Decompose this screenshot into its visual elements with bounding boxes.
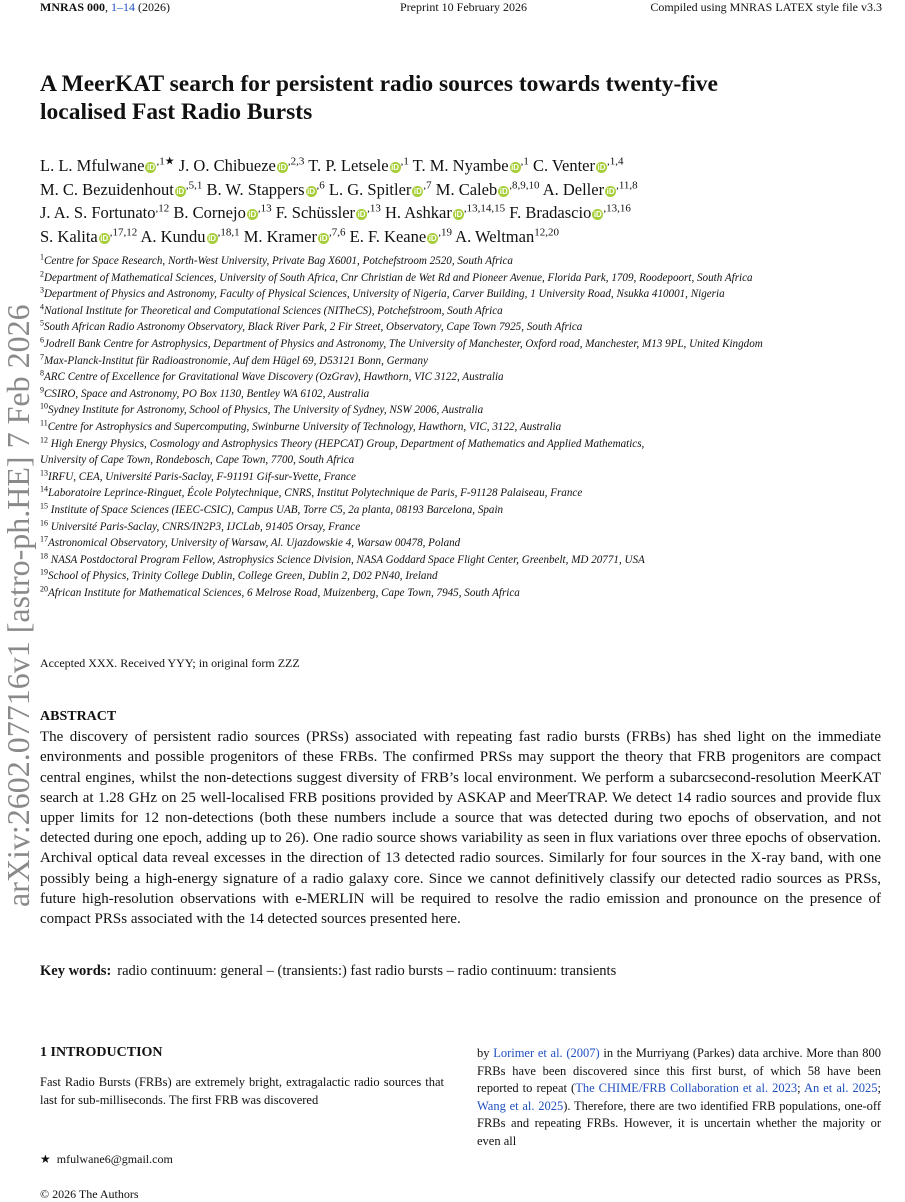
affiliation-text: High Energy Physics, Cosmology and Astrophysics Theory (HEPCAT) Group, Department of Mathematics and Applied Mathematics, [48,437,645,450]
affiliation-text: National Institute for Theoretical and Computational Sciences (NITheCS), Potchefstroom, South Africa [44,304,503,317]
orcid-icon[interactable]: iD [499,186,508,196]
received-dates: Accepted XXX. Received YYY; in original form ZZZ [40,656,300,670]
author-name: T. P. Letsele [308,156,389,175]
affiliation [40,436,905,453]
author-affiliation-marks: ,8,9,10 [509,179,540,191]
affiliation [40,369,905,386]
author-name: A. Deller [542,179,605,199]
author-name: T. M. Nyambe [412,156,509,175]
affiliation [40,419,905,436]
affiliation-text: African Institute for Mathematical Sciences, 6 Melrose Road, Muizenberg, Cape Town, 7945, South Africa [48,586,520,599]
affiliation-text: CSIRO, Space and Astronomy, PO Box 1130, Bentley WA 6102, Australia [44,387,370,400]
author-affiliation-marks: ,18,1 [217,226,240,238]
orcid-icon[interactable]: iD [593,210,602,219]
affiliation-list [40,253,905,601]
author-affiliation-marks: 12,20 [534,226,559,238]
orcid-icon[interactable]: iD [100,233,109,243]
citation-link[interactable]: The CHIME/FRB Collaboration et al. 2023 [575,1081,798,1096]
author-affiliation-marks: ,17,12 [109,226,138,238]
orcid-icon[interactable]: iD [146,163,155,172]
arxiv-stamp: arXiv:2602.07716v1 [astro-ph.HE] 7 Feb 2026 [0,304,36,907]
affiliation [40,519,905,536]
affiliation-number: 15 [40,501,48,511]
author-name: M. Caleb [435,179,498,199]
orcid-icon[interactable]: iD [176,186,185,196]
author-affiliation-marks: ,13,16 [603,202,631,215]
affiliation-text: Department of Physics and Astronomy, Faculty of Physical Sciences, University of Nigeria, Carver Building, 1 University Road, Nsukka 410001, Nigeria [44,288,725,301]
affiliation-text: Department of Mathematical Sciences, University of South Africa, Cnr Christian de Wet Rd and Pioneer Avenue, Florida Park, 1709, Roodepoort, South Africa [44,271,753,284]
author-affiliation-marks: ,6 [316,179,325,191]
affiliation-text: University of Cape Town, Rondebosch, Cape Town, 7700, South Africa [40,454,355,467]
affiliation-number: 14 [40,484,48,494]
author-name: F. Bradascio [509,203,592,222]
orcid-icon[interactable]: iD [454,210,463,219]
author-name: C. Venter [532,156,595,175]
citation-link[interactable]: Wang et al. 2025 [477,1098,564,1113]
affiliation-number: 11 [40,418,48,428]
citation-link[interactable]: An et al. 2025 [803,1081,878,1096]
affiliation-text: Centre for Space Research, North-West University, Private Bag X6001, Potchefstroom 2520, South Africa [44,255,513,267]
affiliation-number: 18 [40,551,48,560]
affiliation-number: 3 [40,285,44,295]
orcid-icon[interactable]: iD [248,210,257,219]
orcid-icon[interactable]: iD [278,163,287,172]
affiliation-number: 6 [40,335,44,345]
author-name: M. C. Bezuidenhout [40,179,174,199]
author-affiliation-marks: ,2,3 [287,155,305,168]
author-affiliation-marks: ,5,1 [185,179,203,191]
orcid-icon[interactable]: iD [357,210,366,219]
orcid-icon[interactable]: iD [413,186,422,196]
keywords-label: Key words: [40,963,112,979]
affiliation-number: 2 [40,268,44,278]
affiliation [40,286,905,303]
intro-column-right: by Lorimer et al. (2007) in the Murriyang (Parkes) data archive. More than 800 FRBs have been discovered since this first burst, of which 58 have been reported to repeat (The CHIME/FRB Collaboration et al. 2023; An et al. 2025; Wang et al. 2025). Therefore, there are two identified FRB populations, one-off FRBs and repeating FRBs. However, it is uncertain whether the majority or even all [477,1046,881,1148]
author-line [40,178,900,202]
author-affiliation-marks: ,13 [367,202,381,215]
footnote: ★ mfulwane6@gmail.com [40,1152,173,1166]
orcid-icon[interactable]: iD [606,186,615,196]
citation-link[interactable]: Lorimer et al. (2007) [493,1046,600,1060]
abstract-heading: ABSTRACT [40,709,117,724]
orcid-icon[interactable]: iD [391,163,400,172]
author-name: B. Cornejo [173,203,246,222]
author-name: M. Kramer [243,226,317,246]
preprint-date: Preprint 10 February 2026 [400,0,527,14]
affiliation-number: 9 [40,385,44,395]
keywords-text: radio continuum: general – (transients:) fast radio bursts – radio continuum: transients [117,963,617,979]
affiliation [40,502,905,519]
affiliation-text: Institute of Space Sciences (IEEC-CSIC), Campus UAB, Torre C5, 2a planta, 08193 Barcelona, Spain [48,503,504,516]
affiliation-number: 12 [40,434,48,444]
author-name: B. W. Stappers [206,179,305,199]
affiliation-number: 8 [40,368,44,378]
footnote-email[interactable]: mfulwane6@gmail.com [56,1152,173,1166]
affiliation-text: Sydney Institute for Astronomy, School of Physics, The University of Sydney, NSW 2006, Australia [48,404,484,417]
affiliation [40,336,905,353]
author-affiliation-marks: ,19 [438,226,452,238]
author-name: J. O. Chibueze [178,156,276,175]
pages-link[interactable]: 1–14 [111,0,135,14]
author-affiliation-marks: ,13 [257,202,272,215]
affiliation [40,353,905,370]
orcid-icon[interactable]: iD [307,186,316,196]
orcid-icon[interactable]: iD [208,233,217,243]
affiliation-text: Jodrell Bank Centre for Astrophysics, Department of Physics and Astronomy, The University of Manchester, Oxford road, Manchester, M13 9PL, United Kingdom [44,337,763,350]
affiliation-number: 4 [40,302,44,312]
affiliation [40,319,905,336]
affiliation-number: 10 [40,401,48,411]
author-line [40,154,900,178]
author-affiliation-marks: ,1 [520,155,529,168]
affiliation-text: IRFU, CEA, Université Paris-Saclay, F-91191 Gif-sur-Yvette, France [48,470,356,483]
author-line [40,201,900,225]
author-name: J. A. S. Fortunato [40,203,156,222]
abstract [40,707,881,929]
section-heading-introduction: 1 INTRODUCTION [40,1045,163,1060]
author-affiliation-marks: ,11,8 [616,179,638,191]
affiliation-number: 5 [40,318,44,328]
author-name: A. Kundu [140,226,206,246]
author-affiliation-marks: ,7,6 [329,226,346,238]
paper-title: A MeerKAT search for persistent radio sources towards twenty-five localised Fast Radio Bursts [40,71,718,125]
affiliation [40,270,905,287]
affiliation-number: 17 [40,534,48,544]
affiliation [40,386,905,403]
author-name: E. F. Keane [349,226,427,246]
author-affiliation-marks: ,7 [423,179,432,191]
affiliation [40,568,905,585]
affiliation [40,303,905,320]
affiliation [40,402,905,419]
author-affiliation-marks: ,1★ [156,155,175,168]
affiliation [40,535,905,552]
affiliation-number: 1 [40,252,44,262]
keywords [40,963,881,980]
affiliation-text: South African Radio Astronomy Observatory, Black River Park, 2 Fir Street, Observatory, Cape Town 7925, South Africa [44,321,583,334]
affiliation-number: 20 [40,584,48,594]
author-name: F. Schüssler [275,203,356,222]
affiliation-text: Astronomical Observatory, University of Warsaw, Al. Ujazdowskie 4, Warsaw 00478, Poland [48,537,461,550]
author-name: S. Kalita [40,226,98,246]
affiliation [40,552,905,569]
author-name: L. L. Mfulwane [40,156,145,175]
journal-citation: MNRAS 000, 1–14 (2026) [40,0,170,14]
affiliation-text: Centre for Astrophysics and Supercomputing, Swinburne University of Technology, Hawthorn, VIC, 3122, Australia [47,420,562,433]
copyright: © 2026 The Authors [40,1187,139,1201]
author-affiliation-marks: ,1,4 [606,155,624,168]
author-affiliation-marks: ,12 [155,202,170,215]
affiliation [40,585,905,602]
affiliation-number: 19 [40,567,48,577]
orcid-icon[interactable]: iD [428,233,437,243]
affiliation [40,452,905,469]
affiliation-text: Laboratoire Leprince-Ringuet, École Polytechnique, CNRS, Institut Polytechnique de Paris, F-91128 Palaiseau, France [48,487,583,500]
affiliation [40,485,905,502]
author-list [40,154,900,248]
affiliation-text: School of Physics, Trinity College Dublin, College Green, Dublin 2, D02 PN40, Ireland [48,570,438,583]
compiled-note: Compiled using MNRAS LATEX style file v3.3 [650,0,882,14]
affiliation [40,469,905,486]
affiliation-text: NASA Postdoctoral Program Fellow, Astrophysics Science Division, NASA Goddard Space Flight Center, Greenbelt, MD 20771, USA [48,553,645,566]
affiliation-number: 7 [40,351,44,361]
abstract-body: The discovery of persistent radio sources (PRSs) associated with repeating fast radio bursts (FRBs) has shed light on the immediate environments and possible progenitors of these FRBs. The confirmed PRSs may support the theory that FRB progenitors are compact central engines, whilst the non-detections suggest diversity of FRB’s local environment. We perform a subarcsecond-resolution MeerKAT search at 1.28 GHz on 25 well-localised FRB positions provided by ASKAP and MeerTRAP. We detect 14 radio sources and provide flux upper limits for 12 non-detections (both these numbers include a source that was detected during two epochs of observation, and not detected during one epoch, adding up to 26). One radio source shows variability as seen in flux variations over three epochs of observation. Archival optical data reveal excesses in the direction of 13 detected radio sources. Similarly for four sources in the X-ray band, with one possibly being a high-energy signature of a radio galaxy core. Since we cannot definitively classify our detected radio sources as PRSs, future high-resolution observations with e-MERLIN will be required to resolve the radio emission and pronounce on the presence of compact PRSs associated with the 14 detected sources presented here. [40,729,881,928]
orcid-icon[interactable]: iD [597,163,606,172]
orcid-icon[interactable]: iD [319,233,328,243]
author-affiliation-marks: ,1 [400,155,409,168]
author-affiliation-marks: ,13,14,15 [463,202,506,215]
intro-column-left: Fast Radio Bursts (FRBs) are extremely bright, extragalactic radio sources that last for sub-milliseconds. The first FRB was discovered [40,1075,444,1107]
author-line [40,225,900,249]
affiliation-number: 13 [40,468,48,478]
author-name: L. G. Spitler [328,179,412,199]
affiliation-number: 16 [40,517,48,527]
author-name: H. Ashkar [384,203,452,222]
running-header [40,0,882,16]
author-name: A. Weltman [455,226,535,246]
affiliation-text: Max-Planck-Institut für Radioastronomie, Auf dem Hügel 69, D53121 Bonn, Germany [44,354,428,367]
affiliation [40,253,905,270]
affiliation-text: ARC Centre of Excellence for Gravitational Wave Discovery (OzGrav), Hawthorn, VIC 3122, Australia [44,371,504,384]
affiliation-text: Université Paris-Saclay, CNRS/IN2P3, IJCLab, 91405 Orsay, France [48,520,361,533]
orcid-icon[interactable]: iD [511,163,520,172]
